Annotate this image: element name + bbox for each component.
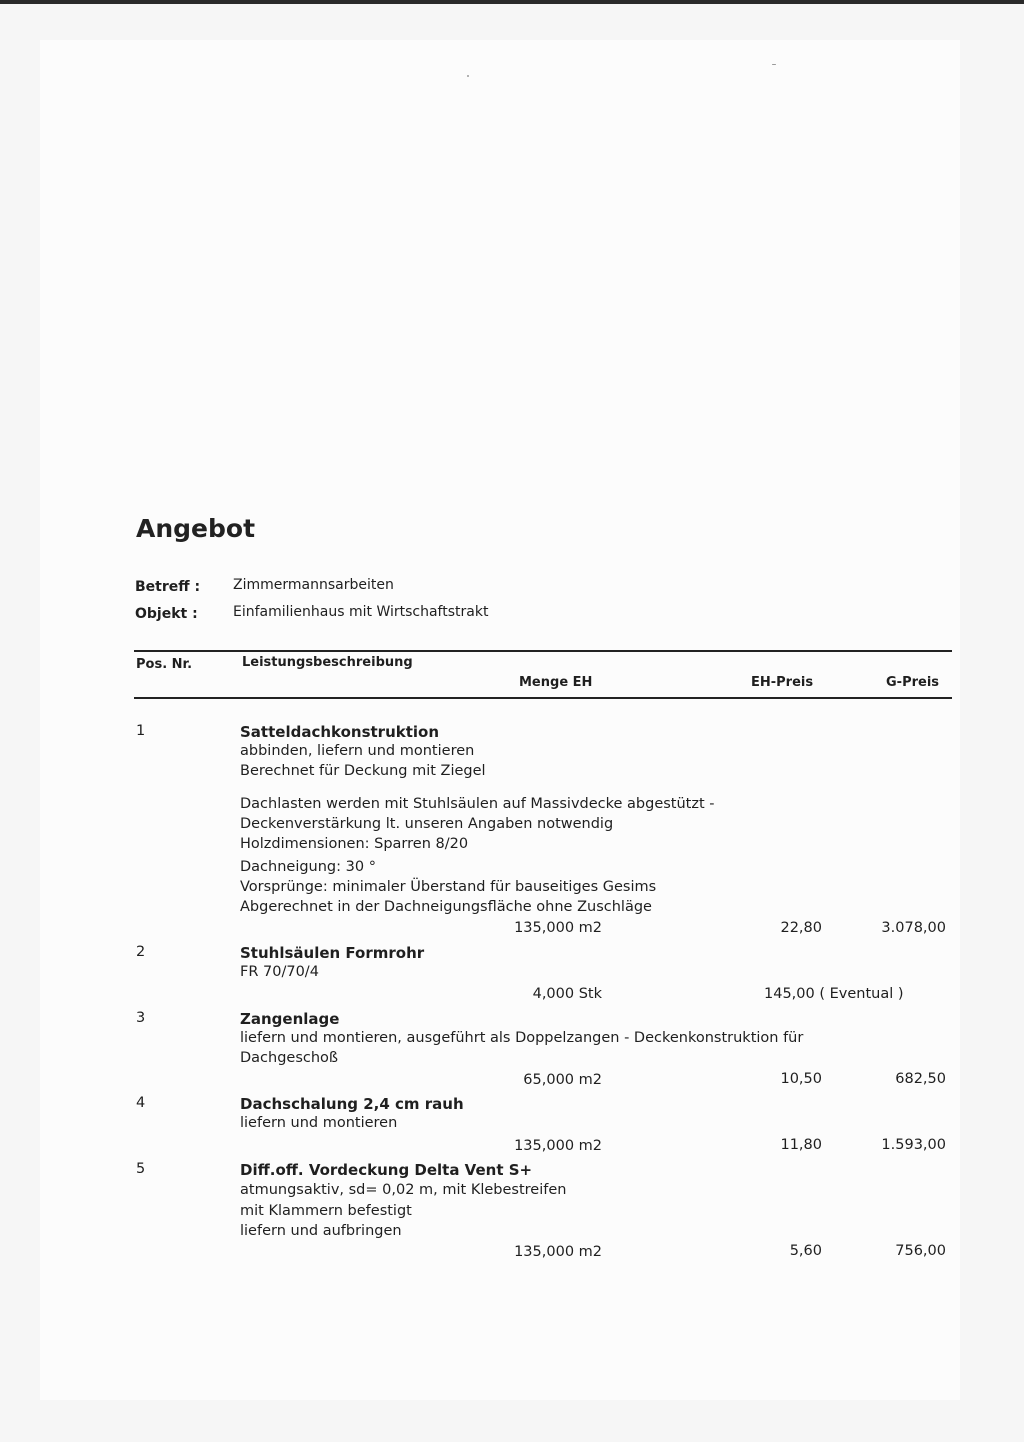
item-desc-line: Abgerechnet in der Dachneigungsfläche ohne Zuschläge <box>240 899 652 915</box>
item-pos: 2 <box>136 944 146 960</box>
item-pos: 4 <box>136 1095 146 1111</box>
objekt-value: Einfamilienhaus mit Wirtschaftstrakt <box>233 604 489 620</box>
item-menge: 135,000 m2 <box>514 1244 602 1260</box>
betreff-value: Zimmermannsarbeiten <box>233 577 394 593</box>
header-g-preis: G-Preis <box>886 675 940 690</box>
item-desc-line: liefern und montieren <box>240 1115 398 1131</box>
item-g-preis: 3.078,00 <box>881 920 946 936</box>
objekt-label: Objekt : <box>135 606 198 622</box>
item-eh-preis: 10,50 <box>780 1071 822 1087</box>
item-desc-line: Deckenverstärkung lt. unseren Angaben notwendig <box>240 816 614 832</box>
item-heading: Satteldachkonstruktion <box>240 723 440 741</box>
item-desc-line: mit Klammern befestigt <box>240 1203 412 1219</box>
header-description: Leistungsbeschreibung <box>242 655 413 670</box>
item-pos: 3 <box>136 1010 146 1026</box>
header-menge: Menge EH <box>519 675 593 690</box>
item-heading: Dachschalung 2,4 cm rauh <box>240 1095 464 1113</box>
item-menge: 135,000 m2 <box>514 920 602 936</box>
item-desc-line: Vorsprünge: minimaler Überstand für bauseitiges Gesims <box>240 879 657 895</box>
item-g-preis: 682,50 <box>895 1071 946 1087</box>
item-desc-line: abbinden, liefern und montieren <box>240 743 475 759</box>
item-eh-preis: 22,80 <box>780 920 822 936</box>
item-pos: 1 <box>136 723 146 739</box>
header-eh-preis: EH-Preis <box>751 675 814 690</box>
header-pos: Pos. Nr. <box>136 657 193 672</box>
item-menge: 4,000 Stk <box>532 986 602 1002</box>
scan-top-edge <box>0 0 1024 4</box>
item-eh-preis: 5,60 <box>789 1243 822 1259</box>
item-eh-preis: 145,00 ( Eventual ) <box>764 986 904 1002</box>
item-desc-line: Berechnet für Deckung mit Ziegel <box>240 763 486 779</box>
header-bottom-rule <box>134 697 952 699</box>
item-pos: 5 <box>136 1161 146 1177</box>
scan-speck <box>467 75 469 77</box>
item-menge: 65,000 m2 <box>523 1072 602 1088</box>
item-g-preis: 1.593,00 <box>881 1137 946 1153</box>
item-heading: Stuhlsäulen Formrohr <box>240 944 425 962</box>
item-desc-line: liefern und aufbringen <box>240 1223 402 1239</box>
document-title: Angebot <box>136 514 256 543</box>
item-desc-line: liefern und montieren, ausgeführt als Doppelzangen - Deckenkonstruktion für <box>240 1030 804 1046</box>
item-g-preis: 756,00 <box>895 1243 946 1259</box>
item-menge: 135,000 m2 <box>514 1138 602 1154</box>
item-desc-line: Holzdimensionen: Sparren 8/20 <box>240 836 469 852</box>
item-desc-line: Dachneigung: 30 ° <box>240 859 376 875</box>
item-heading: Diff.off. Vordeckung Delta Vent S+ <box>240 1161 533 1179</box>
item-desc-line: Dachlasten werden mit Stuhlsäulen auf Massivdecke abgestützt - <box>240 796 715 812</box>
scan-speck <box>772 64 776 65</box>
item-desc-line: Dachgeschoß <box>240 1050 339 1066</box>
item-eh-preis: 11,80 <box>780 1137 822 1153</box>
item-desc-line: FR 70/70/4 <box>240 964 319 980</box>
header-top-rule <box>134 650 952 652</box>
item-desc-line: atmungsaktiv, sd= 0,02 m, mit Klebestreifen <box>240 1182 567 1198</box>
item-heading: Zangenlage <box>240 1010 340 1028</box>
betreff-label: Betreff : <box>135 579 201 595</box>
